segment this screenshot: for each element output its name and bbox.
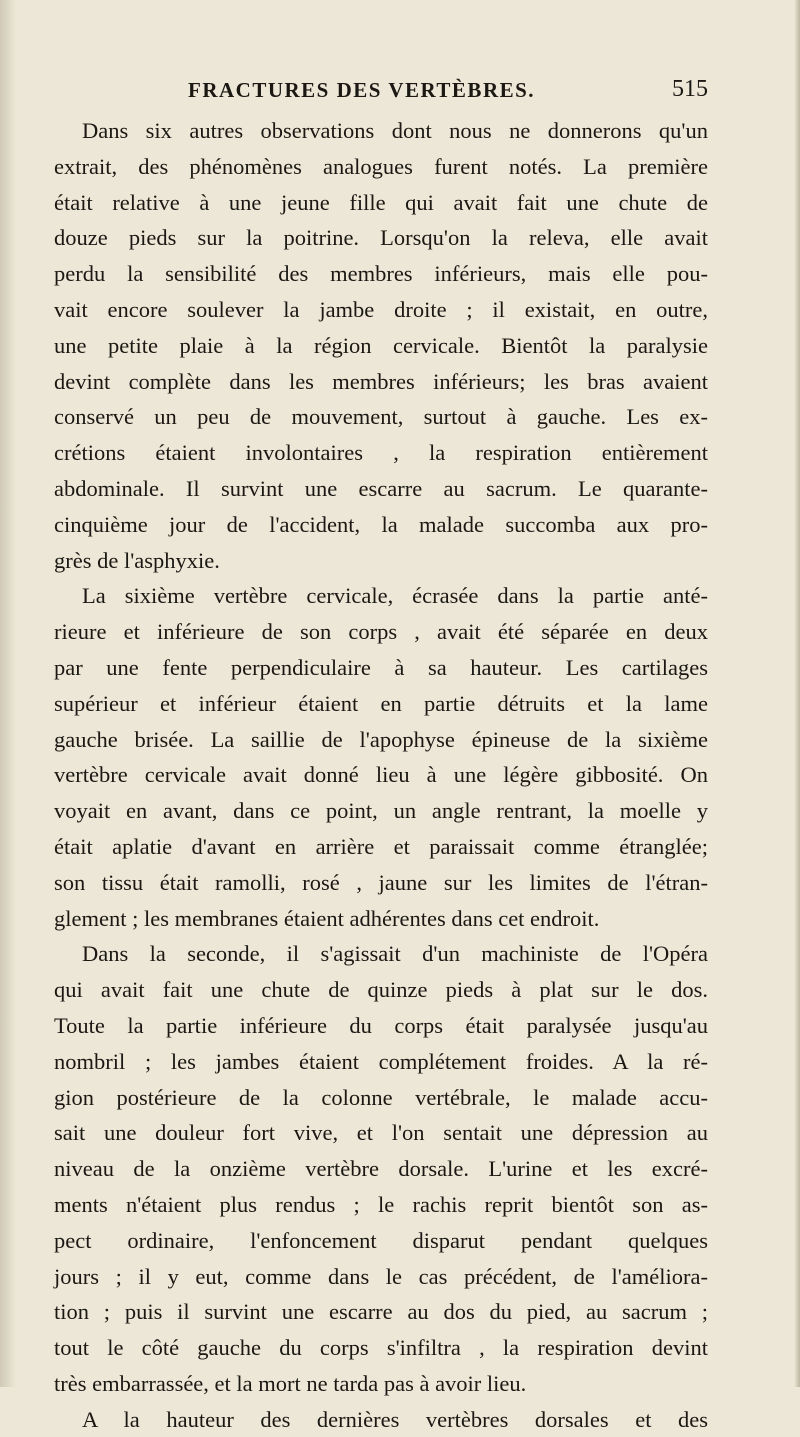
text-line: devint complète dans les membres inférieurs; les bras avaient — [54, 368, 708, 394]
text-line: qui avait fait une chute de quinze pieds à plat sur le dos. — [54, 977, 708, 1003]
text-line: perdu la sensibilité des membres inférieurs, mais elle pou- — [54, 261, 708, 287]
text-line: supérieur et inférieur étaient en partie détruits et la lame — [54, 690, 708, 716]
text-line: sait une douleur fort vive, et l'on sentait une dépression au — [54, 1120, 708, 1146]
text-line: A la hauteur des dernières vertèbres dorsales et des — [82, 1406, 708, 1432]
text-line: cinquième jour de l'accident, la malade succomba aux pro- — [54, 511, 708, 537]
text-line: extrait, des phénomènes analogues furent notés. La première — [54, 153, 708, 179]
text-line: crétions étaient involontaires , la respiration entièrement — [54, 440, 708, 466]
text-line: était relative à une jeune fille qui avait fait une chute de — [54, 189, 708, 215]
text-line: pect ordinaire, l'enfoncement disparut pendant quelques — [54, 1227, 708, 1253]
text-line: grès de l'asphyxie. — [54, 547, 220, 573]
text-line: jours ; il y eut, comme dans le cas précédent, de l'améliora- — [54, 1263, 708, 1289]
text-line: une petite plaie à la région cervicale. Bientôt la paralysie — [54, 332, 708, 358]
text-line: abdominale. Il survint une escarre au sacrum. Le quarante- — [54, 475, 708, 501]
text-line: rieure et inférieure de son corps , avait été séparée en deux — [54, 619, 708, 645]
running-head — [188, 76, 708, 106]
text-line: était aplatie d'avant en arrière et paraissait comme étranglée; — [54, 833, 708, 859]
text-line: voyait en avant, dans ce point, un angle rentrant, la moelle y — [54, 798, 708, 824]
text-line: glement ; les membranes étaient adhérentes dans cet endroit. — [54, 905, 600, 931]
text-line: Dans la seconde, il s'agissait d'un machiniste de l'Opéra — [82, 941, 708, 967]
text-line: niveau de la onzième vertèbre dorsale. L'urine et les excré- — [54, 1156, 708, 1182]
text-line: son tissu était ramolli, rosé , jaune sur les limites de l'étran- — [54, 869, 708, 895]
text-line: vait encore soulever la jambe droite ; il existait, en outre, — [54, 296, 708, 322]
text-line: tout le côté gauche du corps s'infiltra , la respiration devint — [54, 1335, 708, 1361]
text-line: douze pieds sur la poitrine. Lorsqu'on la releva, elle avait — [54, 225, 708, 251]
page-edge — [794, 0, 800, 1387]
text-line: gion postérieure de la colonne vertébrale, le malade accu- — [54, 1084, 708, 1110]
page-number: 515 — [672, 76, 708, 102]
text-line: vertèbre cervicale avait donné lieu à une légère gibbosité. On — [54, 762, 708, 788]
text-line: gauche brisée. La saillie de l'apophyse épineuse de la sixième — [54, 726, 708, 752]
text-line: Toute la partie inférieure du corps était paralysée jusqu'au — [54, 1012, 708, 1038]
text-line: très embarrassée, et la mort ne tarda pas à avoir lieu. — [54, 1370, 527, 1396]
text-line: ments n'étaient plus rendus ; le rachis reprit bientôt son as- — [54, 1191, 708, 1217]
text-line: La sixième vertèbre cervicale, écrasée dans la partie anté- — [82, 583, 708, 609]
page-gutter-shadow — [0, 0, 16, 1387]
text-line: tion ; puis il survint une escarre au dos du pied, au sacrum ; — [54, 1299, 708, 1325]
text-line: Dans six autres observations dont nous ne donnerons qu'un — [82, 118, 708, 143]
text-line: conservé un peu de mouvement, surtout à gauche. Les ex- — [54, 404, 708, 430]
body-text — [54, 113, 708, 1437]
running-title: FRACTURES DES VERTÈBRES. — [188, 78, 536, 102]
text-line: nombril ; les jambes étaient complétement froides. A la ré- — [54, 1048, 708, 1074]
text-line: par une fente perpendiculaire à sa hauteur. Les cartilages — [54, 654, 708, 680]
